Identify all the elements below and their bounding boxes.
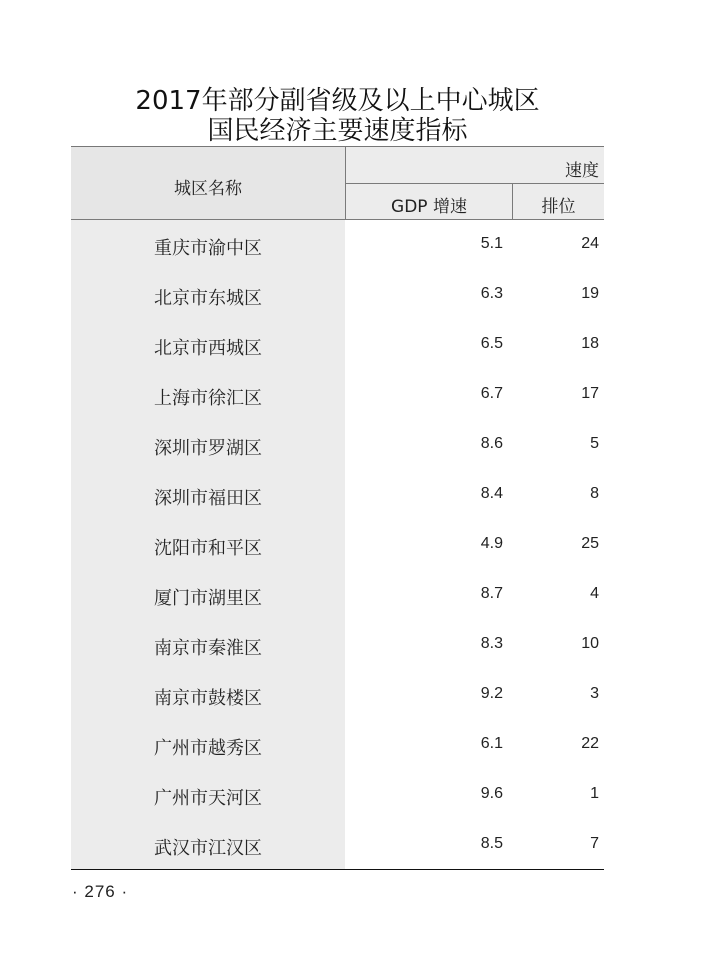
row-gdp-growth: 4.9 [480, 535, 503, 552]
table-top-rule [71, 146, 604, 147]
page-number: · 276 · [72, 882, 129, 901]
row-gdp-growth: 8.5 [480, 835, 503, 852]
row-gdp-growth: 6.3 [480, 285, 503, 302]
row-gdp-growth: 8.4 [480, 485, 503, 502]
row-rank: 1 [590, 785, 599, 802]
row-rank: 19 [581, 285, 599, 302]
header-group-divider [345, 183, 604, 184]
table-title-line-1: 2017年部分副省级及以上中心城区 [135, 86, 540, 116]
row-city-district-name: 重庆市渝中区 [154, 238, 262, 259]
row-rank: 3 [590, 685, 599, 702]
row-city-district-name: 上海市徐汇区 [154, 388, 262, 409]
row-rank: 24 [581, 235, 599, 252]
row-city-district-name: 北京市东城区 [154, 288, 262, 309]
header-gdp-growth: GDP 增速 [391, 197, 467, 217]
row-gdp-growth: 8.7 [480, 585, 503, 602]
row-gdp-growth: 8.3 [480, 635, 503, 652]
row-city-district-name: 深圳市罗湖区 [154, 438, 262, 459]
table-title-line-2: 国民经济主要速度指标 [207, 116, 468, 146]
row-city-district-name: 广州市越秀区 [154, 738, 262, 759]
row-gdp-growth: 8.6 [480, 435, 503, 452]
row-rank: 18 [581, 335, 599, 352]
row-city-district-name: 沈阳市和平区 [154, 538, 262, 559]
header-speed-group: 速度 [565, 161, 599, 181]
row-gdp-growth: 9.6 [480, 785, 503, 802]
header-city-district-name: 城区名称 [174, 179, 242, 199]
speed-indicators-table [71, 146, 604, 870]
row-rank: 25 [581, 535, 599, 552]
row-gdp-growth: 6.1 [480, 735, 503, 752]
row-city-district-name: 深圳市福田区 [154, 488, 262, 509]
row-city-district-name: 南京市秦淮区 [154, 638, 262, 659]
row-gdp-growth: 6.7 [480, 385, 503, 402]
row-gdp-growth: 9.2 [480, 685, 503, 702]
row-city-district-name: 南京市鼓楼区 [154, 688, 262, 709]
row-rank: 4 [590, 585, 599, 602]
row-city-district-name: 北京市西城区 [154, 338, 262, 359]
row-city-district-name: 厦门市湖里区 [154, 588, 262, 609]
header-bottom-rule [71, 219, 604, 220]
row-rank: 7 [590, 835, 599, 852]
header-rank: 排位 [541, 197, 576, 217]
row-rank: 10 [581, 635, 599, 652]
row-city-district-name: 广州市天河区 [154, 788, 262, 809]
row-rank: 8 [590, 485, 599, 502]
row-rank: 5 [590, 435, 599, 452]
row-city-district-name: 武汉市江汉区 [154, 838, 262, 859]
row-gdp-growth: 6.5 [480, 335, 503, 352]
row-rank: 17 [581, 385, 599, 402]
table-bottom-rule [71, 869, 604, 870]
row-gdp-growth: 5.1 [480, 235, 503, 252]
row-rank: 22 [581, 735, 599, 752]
